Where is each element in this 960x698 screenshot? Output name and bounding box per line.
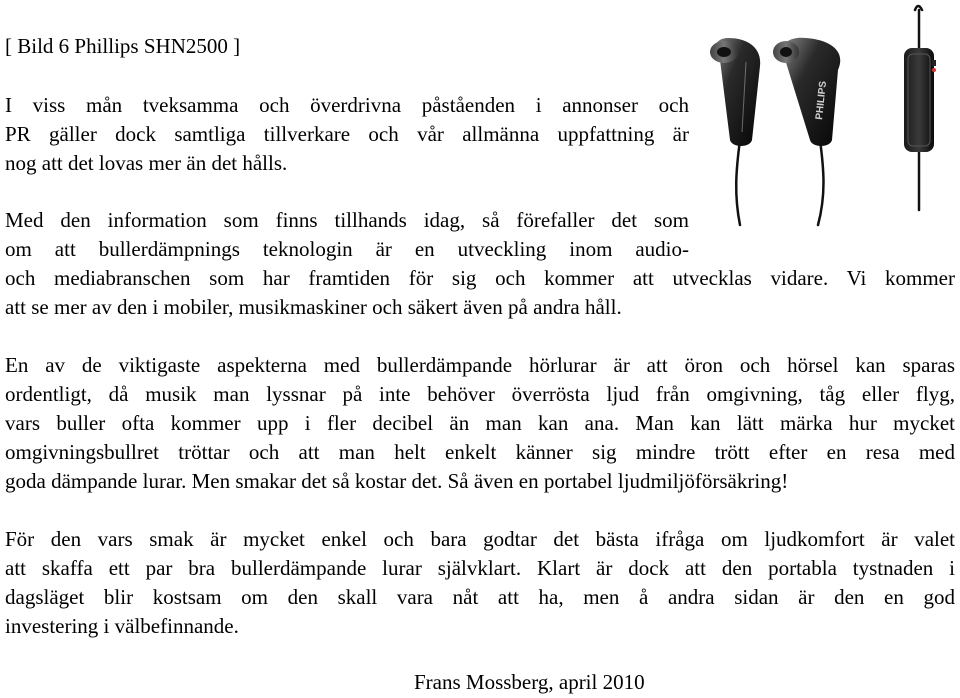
paragraph-4-line-2: att skaffa ett par bra bullerdämpande lurar självklart. Klart är dock att den portabla tystnaden i xyxy=(5,556,955,580)
paragraph-2-line-1: Med den information som finns tillhands idag, så förefaller det som xyxy=(5,208,689,232)
paragraph-4-line-1: För den vars smak är mycket enkel och bara godtar det bästa ifråga om ljudkomfort är valet xyxy=(5,527,955,551)
paragraph-1-line-2: PR gäller dock samtliga tillverkare och vår allmänna uppfattning är xyxy=(5,122,689,146)
paragraph-3-line-2: ordentligt, då musik man lyssnar på inte behöver överrösta ljud från omgivning, tåg eller flyg, xyxy=(5,382,955,406)
paragraph-2-line-3: och mediabranschen som har framtiden för sig och kommer att utvecklas vidare. Vi kommer xyxy=(5,266,955,290)
paragraph-4-line-3: dagsläget blir kostsam om den skall vara nåt att ha, men å andra sidan är den en god xyxy=(5,585,955,609)
paragraph-3-line-5: goda dämpande lurar. Men smakar det så kostar det. Så även en portabel ljudmiljöförsäkring! xyxy=(5,469,789,493)
paragraph-1-line-3: nog att det lovas mer än det hålls. xyxy=(5,151,288,175)
signature: Frans Mossberg, april 2010 xyxy=(414,670,645,694)
paragraph-3-line-3: vars buller ofta kommer upp i fler decibel än man kan ana. Man kan lätt märka hur mycket xyxy=(5,411,955,435)
paragraph-2-line-2: om att bullerdämpnings teknologin är en utveckling inom audio- xyxy=(5,237,689,261)
paragraph-2-line-4: att se mer av den i mobiler, musikmaskiner och säkert även på andra håll. xyxy=(5,295,622,319)
paragraph-3-line-1: En av de viktigaste aspekterna med bullerdämpande hörlurar är att öron och hörsel kan sparas xyxy=(5,353,955,377)
paragraph-1-line-1: I viss mån tveksamma och överdrivna påståenden i annonser och xyxy=(5,93,689,117)
brand-mark-text: PHILIPS xyxy=(814,80,830,121)
left-earbud xyxy=(710,38,760,146)
paragraph-4-line-4: investering i välbefinnande. xyxy=(5,614,239,638)
image-caption: [ Bild 6 Phillips SHN2500 ] xyxy=(5,34,241,58)
paragraph-3-line-4: omgivningsbullret tröttar och att man helt enkelt känner sig mindre trött efter en resa med xyxy=(5,440,955,464)
right-earbud xyxy=(773,38,840,146)
earphones-icon xyxy=(700,0,960,232)
inline-control-box xyxy=(904,48,936,152)
